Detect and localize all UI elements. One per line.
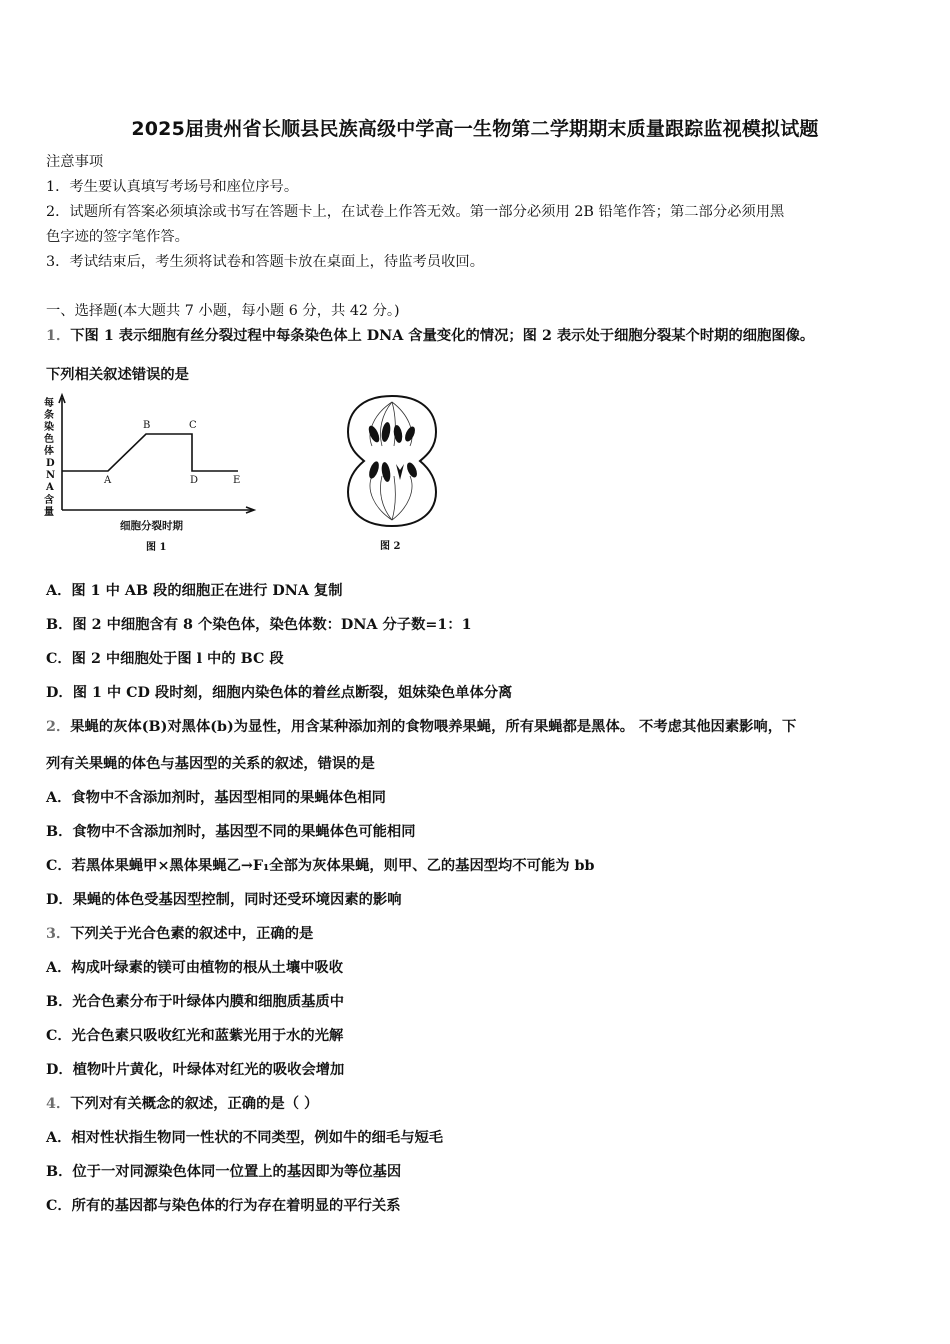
question-number: 1．	[46, 328, 71, 344]
svg-text:D: D	[46, 458, 55, 469]
q3-option-a: A．构成叶绿素的镁可由植物的根从土壤中吸收	[46, 960, 344, 976]
q4-option-b: B．位于一对同源染色体同一位置上的基因即为等位基因	[46, 1164, 402, 1180]
q1-option-d: D．图 1 中 CD 段时刻，细胞内染色体的着丝点断裂，姐妹染色单体分离	[46, 685, 513, 701]
svg-text:含: 含	[44, 495, 54, 506]
q1-option-c: C．图 2 中细胞处于图 l 中的 BC 段	[46, 651, 284, 667]
figure-1-xlabel: 细胞分裂时期	[120, 520, 183, 532]
svg-text:量: 量	[44, 507, 54, 518]
question-4-stem: 4．下列对有关概念的叙述，正确的是（ ）	[46, 1096, 319, 1112]
figure-1-curve	[62, 434, 238, 471]
notice-heading: 注意事项	[46, 154, 104, 170]
figure-1-dna-graph	[42, 392, 260, 557]
q4-option-c: C．所有的基因都与染色体的行为存在着明显的平行关系	[46, 1198, 401, 1214]
svg-text:A: A	[46, 482, 54, 493]
point-label-b: B	[143, 420, 151, 431]
svg-text:色: 色	[44, 434, 54, 445]
figure-1-ylabel	[44, 396, 55, 518]
figure-2-cell-image	[338, 390, 446, 555]
svg-text:每: 每	[44, 398, 54, 409]
notice-item: 3．考试结束后，考生须将试卷和答题卡放在桌面上，待监考员收回。	[46, 254, 484, 270]
q2-option-c: C．若黑体果蝇甲×黑体果蝇乙→F₁全部为灰体果蝇，则甲、乙的基因型均不可能为 bb	[46, 858, 595, 874]
question-number: 3．	[46, 926, 71, 942]
cell-outline	[348, 396, 436, 526]
question-2-stem: 2．果蝇的灰体(B)对黑体(b)为显性，用含某种添加剂的食物喂养果蝇，所有果蝇都是黑体。 不考虑其他因素影响，下	[46, 719, 797, 735]
figure-1-caption: 图 1	[146, 542, 167, 553]
q2-option-d: D．果蝇的体色受基因型控制，同时还受环境因素的影响	[46, 892, 402, 908]
question-number: 4．	[46, 1096, 71, 1112]
q2-option-a: A．食物中不含添加剂时，基因型相同的果蝇体色相同	[46, 790, 386, 806]
question-1-stem-cont: 下列相关叙述错误的是	[46, 367, 189, 383]
question-2-stem-cont: 列有关果蝇的体色与基因型的关系的叙述，错误的是	[46, 756, 375, 772]
question-number: 2．	[46, 719, 71, 735]
svg-text:N: N	[46, 470, 56, 481]
section-heading: 一、选择题(本大题共 7 小题，每小题 6 分，共 42 分。)	[46, 303, 400, 319]
q3-option-d: D．植物叶片黄化，叶绿体对红光的吸收会增加	[46, 1062, 345, 1078]
point-label-d: D	[190, 475, 199, 486]
q3-option-b: B．光合色素分布于叶绿体内膜和细胞质基质中	[46, 994, 345, 1010]
svg-text:染: 染	[44, 422, 54, 433]
notice-item: 1．考生要认真填写考场号和座位序号。	[46, 179, 299, 195]
spindle-fibers	[370, 402, 412, 520]
svg-text:条: 条	[44, 410, 54, 421]
notice-item: 2．试题所有答案必须填涂或书写在答题卡上，在试卷上作答无效。第一部分必须用 2B 铅笔作答；第二部分必须用黑	[46, 204, 785, 220]
q1-option-a: A．图 1 中 AB 段的细胞正在进行 DNA 复制	[46, 583, 343, 599]
page-title: 2025届贵州省长顺县民族高级中学高一生物第二学期期末质量跟踪监视模拟试题	[131, 118, 819, 140]
figure-1-axes	[59, 395, 254, 513]
q4-option-a: A．相对性状指生物同一性状的不同类型，例如牛的细毛与短毛	[46, 1130, 444, 1146]
question-3-stem: 3．下列关于光合色素的叙述中，正确的是	[46, 926, 314, 942]
notice-item: 色字迹的签字笔作答。	[46, 229, 189, 245]
figure-2-caption: 图 2	[380, 541, 401, 552]
svg-text:体: 体	[44, 446, 54, 457]
point-label-a: A	[104, 475, 112, 486]
q2-option-b: B．食物中不含添加剂时，基因型不同的果蝇体色可能相同	[46, 824, 416, 840]
point-label-e: E	[233, 475, 241, 486]
q3-option-c: C．光合色素只吸收红光和蓝紫光用于水的光解	[46, 1028, 344, 1044]
q1-option-b: B．图 2 中细胞含有 8 个染色体，染色体数：DNA 分子数=1：1	[46, 617, 472, 633]
chromosomes-top	[367, 421, 417, 443]
point-label-c: C	[189, 420, 197, 431]
question-1-stem: 1．下图 1 表示细胞有丝分裂过程中每条染色体上 DNA 含量变化的情况；图 2 表示处于细胞分裂某个时期的细胞图像。	[46, 328, 815, 344]
